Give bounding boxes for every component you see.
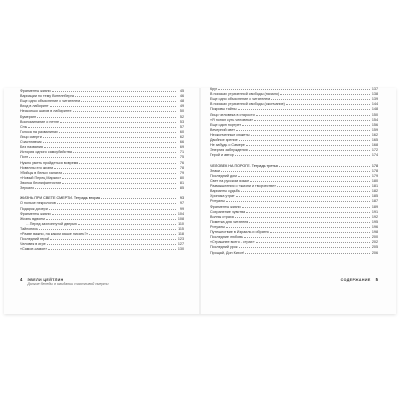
- toc-leader-dots: [35, 185, 176, 189]
- toc-entry-title: Лицо человека в старости: [210, 112, 255, 117]
- toc-entry-title: Хроника утрат: [210, 194, 235, 199]
- toc-entry-page: 178: [371, 168, 378, 173]
- toc-entry-title: Без названия: [20, 145, 43, 150]
- toc-entry-title: Вход в лабиринт: [20, 104, 49, 109]
- toc-entry-title: Новеллы его жизни: [20, 165, 54, 170]
- toc-entry-title: Звонка безнифантистие: [20, 180, 62, 185]
- toc-entry-title: Счастливчик: [20, 140, 42, 145]
- right-page: [200, 88, 396, 314]
- toc-entry-title: Еще одно объяснение с читателем: [20, 99, 80, 104]
- toc-entry-page: 192: [371, 214, 378, 219]
- toc-entry-page: 185: [371, 194, 378, 199]
- book-spread: [4, 88, 396, 314]
- toc-entry-page: 62: [179, 134, 184, 139]
- toc-leader-dots: [246, 142, 370, 146]
- page-number-right: 5: [375, 277, 378, 282]
- toc-entry-page: 49: [179, 104, 184, 109]
- toc-entry-page: 198: [371, 230, 378, 235]
- toc-leader-dots: [52, 211, 176, 215]
- toc-entry-title: Свет на русском языке: [210, 178, 250, 183]
- toc-entry-page: 191: [371, 209, 378, 214]
- toc-leader-dots: [62, 175, 176, 179]
- toc-entry-title: «Разве важно, на каком языке писать?»: [20, 232, 89, 237]
- toc-leader-dots: [47, 241, 176, 245]
- toc-entry-page: 130: [177, 247, 184, 252]
- toc-leader-dots: [271, 96, 370, 100]
- toc-entry-page: 45: [179, 89, 184, 93]
- toc-entry-title: «Новый Перец Маркио»: [20, 175, 62, 180]
- toc-entry-page: 174: [371, 153, 378, 158]
- toc-leader-dots: [254, 117, 370, 121]
- toc-leader-dots: [256, 239, 370, 243]
- toc-leader-dots: [286, 101, 370, 105]
- page-number-left: 4: [20, 277, 23, 282]
- toc-entry-page: 99: [179, 206, 184, 211]
- toc-entry-title: Путешествие в Израиль и обратно: [210, 230, 270, 235]
- toc-leader-dots: [235, 214, 370, 218]
- toc-entry-title: Ритуалы: [210, 199, 225, 204]
- toc-leader-dots: [50, 103, 176, 107]
- toc-entry-page: 110: [178, 221, 184, 226]
- toc-entry-page: 71: [179, 150, 184, 155]
- toc-entry-title: В поисках утраченной свободы (окончание): [210, 102, 285, 107]
- toc-entry-title: Тайнопись: [20, 226, 39, 231]
- toc-entry-page: 178: [371, 163, 378, 168]
- toc-entry-page: 156: [371, 122, 378, 127]
- toc-entry-title: Фрагменты жизни: [20, 211, 51, 216]
- toc-entry-page: 104: [177, 211, 184, 216]
- toc-entry-page: 159: [371, 127, 378, 132]
- toc-leader-dots: [57, 200, 176, 204]
- toc-entry-page: 52: [179, 114, 184, 119]
- toc-leader-dots: [236, 193, 370, 197]
- toc-entry-title: Герой и автор: [210, 153, 234, 158]
- toc-leader-dots: [43, 134, 176, 138]
- toc-leader-dots: [54, 165, 176, 169]
- toc-entry-title: О пользе некрологов: [20, 201, 56, 206]
- toc-leader-dots: [75, 93, 176, 97]
- toc-entry-page: 69: [179, 145, 184, 150]
- toc-leader-dots: [242, 122, 370, 126]
- toc-leader-dots: [44, 144, 176, 148]
- toc-leader-dots: [239, 244, 370, 248]
- toc-entry-title: Ритуалы: [210, 224, 225, 229]
- toc-leader-dots: [52, 88, 176, 92]
- toc-entry-page: 189: [371, 204, 378, 209]
- toc-leader-dots: [46, 216, 176, 220]
- toc-entry-title: Двойное зрение: [210, 138, 238, 143]
- toc-leader-dots: [48, 246, 176, 250]
- toc-entry-page: 180: [371, 178, 378, 183]
- toc-entry-title: Последний герой: [20, 237, 50, 242]
- toc-leader-dots: [37, 114, 176, 118]
- toc-entry-page: 168: [371, 143, 378, 148]
- toc-entry-title: Еще одно объяснение с читателем: [210, 97, 270, 102]
- toc-entry-page: 182: [371, 189, 378, 194]
- toc-entry-page: 181: [371, 184, 378, 189]
- toc-entry-title: …Перед захлопнутой дверью: [26, 221, 77, 226]
- toc-leader-dots: [256, 112, 370, 116]
- author-name: ЭВЕЛИ ЦЕЙТЛИН: [27, 278, 64, 282]
- toc-leader-dots: [50, 236, 176, 240]
- toc-entry-page: 118: [178, 232, 184, 237]
- toc-leader-dots: [249, 219, 370, 223]
- toc-leader-dots: [28, 124, 176, 128]
- toc-entry-page: 154: [371, 117, 378, 122]
- toc-entry-page: 115: [178, 226, 184, 231]
- toc-entry-title: Покровы тайны: [210, 107, 237, 112]
- toc-entry-title: ЖИЗНЬ ПРИ СВЕТЕ СМЕРТИ. Тетрадь вторая: [20, 196, 101, 201]
- toc-entry-page: 195: [371, 219, 378, 224]
- toc-leader-dots: [29, 154, 176, 158]
- toc-entry-page: 144: [371, 102, 378, 107]
- toc-entry-page: 202: [371, 240, 378, 245]
- toc-leader-dots: [241, 188, 370, 192]
- toc-leader-dots: [242, 204, 370, 208]
- toc-leader-dots: [89, 231, 176, 235]
- toc-entry-page: 50: [179, 109, 184, 114]
- toc-entry-title: Вариации по тему Вителнберга: [20, 94, 74, 99]
- toc-leader-dots: [235, 152, 370, 156]
- toc-leader-dots: [63, 170, 176, 174]
- toc-entry-title: Неоконченные сюжеты: [210, 132, 250, 137]
- toc-entry-page: 187: [371, 199, 378, 204]
- toc-leader-dots: [43, 139, 176, 143]
- left-page: [4, 88, 200, 314]
- toc-entry-page: 196: [371, 224, 378, 229]
- toc-leader-dots: [62, 180, 176, 184]
- toc-leader-dots: [60, 119, 176, 123]
- toc-entry-page: 78: [179, 165, 184, 170]
- toc-entry-page: 80: [179, 175, 184, 180]
- toc-leader-dots: [81, 98, 176, 102]
- toc-entry-title: ЧЕЛОВЕК НА ПОРОГЕ. Тетрадь третья: [210, 163, 278, 168]
- section-running-head: СОДЕРЖАНИЕ: [340, 278, 371, 282]
- toc-entry-title: Несколько шагов в лабиринте: [20, 109, 72, 114]
- toc-entry-title: Воспоминание о петле: [20, 119, 60, 124]
- book-title: Долгие беседы в ожидании счастливой смерти: [27, 282, 109, 287]
- toc-entry-title: Фрагменты жизни: [210, 204, 241, 209]
- toc-leader-dots: [236, 127, 370, 131]
- toc-leader-dots: [73, 108, 177, 112]
- toc-entry-title: Пометка для читателя: [210, 219, 249, 224]
- toc-entry-title: Убийцы в белых халатах: [20, 170, 63, 175]
- toc-entry-page: 97: [179, 201, 184, 206]
- toc-leader-dots: [226, 198, 370, 202]
- toc-entry-title: Последний урок: [210, 245, 238, 250]
- toc-entry-page: 137: [371, 87, 378, 91]
- toc-entry-page: 79: [179, 170, 184, 175]
- toc-entry-title: Прощай, Дон Кихот!: [210, 250, 245, 255]
- toc-leader-dots: [59, 129, 176, 133]
- toc-entry-page: 165: [371, 138, 378, 143]
- toc-leader-dots: [78, 221, 176, 225]
- toc-leader-dots: [238, 106, 371, 110]
- toc-entry-title: Человек в игре: [20, 242, 46, 247]
- toc-leader-dots: [221, 168, 370, 172]
- toc-entry-page: 57: [179, 124, 184, 129]
- toc-leader-dots: [250, 178, 370, 182]
- toc-entry-title: Голоса на развалинах: [20, 129, 58, 134]
- toc-entry-title: Фрагменты жизни: [20, 89, 51, 93]
- toc-leader-dots: [226, 224, 370, 228]
- toc-entry-page: 46: [179, 94, 184, 99]
- toc-entry-title: Вечерний свет: [210, 127, 235, 132]
- toc-entry-title: История одного самоубийства: [20, 150, 72, 155]
- toc-leader-dots: [277, 183, 370, 187]
- toc-entry-page: 150: [371, 112, 378, 117]
- toc-entry-page: 93: [179, 196, 184, 201]
- toc-entry-title: В поисках утраченной свободы (начало): [210, 92, 280, 97]
- toc-entry-title: Сохранение чувства: [210, 209, 246, 214]
- right-page-footer: [341, 278, 378, 282]
- toc-entry-title: Сны: [20, 124, 28, 129]
- toc-entry-title: Жизнь вдвоем: [20, 216, 45, 221]
- toc-leader-dots: [238, 173, 370, 177]
- toc-entry-page: 148: [371, 107, 378, 112]
- toc-entry-page: 200: [371, 235, 378, 240]
- toc-entry-page: 162: [371, 132, 378, 137]
- toc-leader-dots: [270, 229, 370, 233]
- toc-entry-page: 53: [179, 119, 184, 124]
- toc-entry-title: Нужно уметь пройдеться вовремя: [20, 160, 79, 165]
- toc-leader-dots: [101, 195, 176, 199]
- toc-entry-title: Поэт: [20, 155, 29, 160]
- toc-entry-page: 85: [179, 186, 184, 191]
- toc-entry-title: Волны страха: [210, 214, 234, 219]
- running-footer-left: [27, 278, 108, 287]
- toc-entry-page: 206: [371, 250, 378, 255]
- toc-entry-page: 138: [371, 92, 378, 97]
- toc-leader-dots: [280, 91, 370, 95]
- toc-entry-title: «Я понял суть человека»: [210, 117, 254, 122]
- toc-leader-dots: [218, 86, 370, 90]
- toc-entry-page: 139: [371, 97, 378, 102]
- toc-leader-dots: [39, 226, 176, 230]
- toc-entry-title: Бумеранг: [20, 114, 37, 119]
- toc-entry-page: 179: [371, 173, 378, 178]
- toc-leader-dots: [244, 234, 370, 238]
- toc-entry-page: 75: [179, 155, 184, 160]
- toc-entry-page: 108: [177, 216, 184, 221]
- toc-leader-dots: [249, 147, 370, 151]
- toc-entry-page: 205: [371, 245, 378, 250]
- toc-leader-dots: [49, 206, 176, 210]
- toc-entry-page: 60: [179, 129, 184, 134]
- toc-entry-page: 66: [179, 140, 184, 145]
- toc-entry-title: Последние любовь: [210, 235, 243, 240]
- toc-entry-page: 48: [179, 99, 184, 104]
- toc-entry-title: Еще один портрет: [210, 122, 242, 127]
- toc-entry-title: Размышления о «жизни и творчестве»: [210, 184, 277, 189]
- toc-entry-title: Последний дом: [210, 173, 237, 178]
- toc-entry-title: Энергия заблуждения: [210, 148, 248, 153]
- toc-entry: [210, 250, 378, 255]
- toc-leader-dots: [79, 160, 176, 164]
- toc-entry-title: Подарок дочери: [20, 206, 48, 211]
- toc-entry-title: Круг: [210, 87, 218, 91]
- toc-right-column: [210, 86, 378, 255]
- toc-leader-dots: [73, 149, 176, 153]
- toc-left-column: [20, 88, 184, 252]
- toc-entry-title: Не забудь о Самере: [210, 143, 245, 148]
- toc-entry-title: Варианты судьбы: [210, 189, 241, 194]
- toc-entry-page: 76: [179, 160, 184, 165]
- toc-entry-page: 123: [177, 237, 184, 242]
- toc-leader-dots: [239, 137, 370, 141]
- toc-entry-title: Лицо смерти: [20, 134, 42, 139]
- toc-entry-title: Знаки: [210, 168, 220, 173]
- toc-entry-page: 172: [371, 148, 378, 153]
- toc-entry-title: «Самое-самое»: [20, 247, 48, 252]
- toc-entry-title: Зеркало: [20, 186, 35, 191]
- toc-entry-page: 81: [179, 180, 184, 185]
- toc-entry: [20, 246, 184, 251]
- toc-entry-page: 127: [177, 242, 184, 247]
- toc-leader-dots: [251, 132, 370, 136]
- toc-leader-dots: [279, 163, 370, 167]
- left-page-footer: [20, 278, 109, 287]
- toc-leader-dots: [246, 209, 370, 213]
- toc-entry-title: «Страшнее всего - страх»: [210, 240, 255, 245]
- toc-leader-dots: [245, 250, 370, 254]
